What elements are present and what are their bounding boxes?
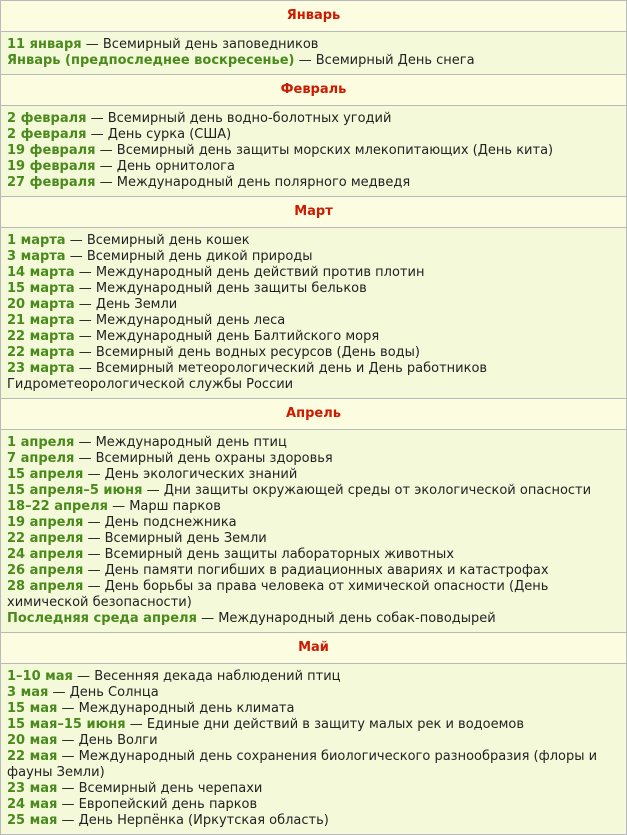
event-text: Всемирный день охраны здоровья	[95, 451, 333, 466]
event-item	[7, 797, 621, 813]
event-separator: —	[48, 685, 70, 700]
month-title: Февраль	[1, 75, 626, 106]
event-separator: —	[65, 249, 87, 264]
event-text: Единые дни действий в защиту малых рек и водоемов	[146, 717, 525, 732]
event-separator: —	[83, 515, 105, 530]
event-text: Дни защиты окружающей среды от экологической опасности	[163, 483, 592, 498]
event-text: Всемирный день защиты морских млекопитающих (День кита)	[116, 143, 554, 158]
event-separator: —	[142, 483, 164, 498]
event-item	[7, 175, 621, 191]
event-separator: —	[57, 813, 79, 828]
event-date: 15 марта	[7, 281, 75, 296]
event-separator: —	[294, 53, 316, 68]
month-events	[1, 106, 626, 196]
event-date: 19 февраля	[7, 159, 96, 174]
event-text: Всемирный день дикой природы	[86, 249, 313, 264]
event-date: 20 марта	[7, 297, 75, 312]
event-date: 25 мая	[7, 813, 58, 828]
month-january	[1, 1, 626, 75]
event-item	[7, 563, 621, 579]
event-text: Международный день собак-поводырей	[218, 611, 496, 626]
event-item	[7, 717, 621, 733]
event-text: Международный день сохранения биологического разнообразия (флоры и фауны Земли)	[7, 749, 598, 780]
event-item	[7, 781, 621, 797]
event-date: 3 мая	[7, 685, 49, 700]
event-text: День сурка (США)	[107, 127, 232, 142]
event-text: Международный день полярного медведя	[116, 175, 411, 190]
event-text: Международный день действий против плотин	[95, 265, 425, 280]
month-february	[1, 75, 626, 197]
month-april	[1, 399, 626, 633]
event-separator: —	[83, 563, 105, 578]
event-date: 22 марта	[7, 329, 75, 344]
event-text: День Земли	[95, 297, 178, 312]
event-item	[7, 127, 621, 143]
event-separator: —	[95, 175, 117, 190]
event-item	[7, 159, 621, 175]
event-date: 23 марта	[7, 361, 75, 376]
event-text: Марш парков	[129, 499, 221, 514]
event-date: 22 мая	[7, 749, 58, 764]
event-date: 19 февраля	[7, 143, 96, 158]
event-date: 28 апреля	[7, 579, 84, 594]
event-text: Всемирный день черепахи	[78, 781, 263, 796]
month-title: Май	[1, 633, 626, 664]
event-separator: —	[74, 329, 96, 344]
event-item	[7, 499, 621, 515]
event-date: 15 апреля	[7, 467, 84, 482]
event-date: 23 мая	[7, 781, 58, 796]
event-item	[7, 579, 621, 611]
event-text: Международный день защиты бельков	[95, 281, 367, 296]
event-date: 1 марта	[7, 233, 66, 248]
event-separator: —	[65, 233, 87, 248]
event-separator: —	[57, 797, 79, 812]
event-text: День памяти погибших в радиационных авариях и катастрофах	[104, 563, 549, 578]
month-events	[1, 32, 626, 74]
event-item	[7, 669, 621, 685]
event-separator: —	[81, 37, 103, 52]
event-text: Всемирный день водных ресурсов (День воды)	[95, 345, 420, 360]
event-date: 2 февраля	[7, 111, 87, 126]
event-date: 15 апреля–5 июня	[7, 483, 143, 498]
event-text: Всемирный день водно-болотных угодий	[107, 111, 392, 126]
event-date: 11 января	[7, 37, 82, 52]
event-item	[7, 467, 621, 483]
event-item	[7, 813, 621, 829]
event-date: 26 апреля	[7, 563, 84, 578]
event-separator: —	[95, 143, 117, 158]
event-text: День экологических знаний	[104, 467, 298, 482]
event-text: Весенняя декада наблюдений птиц	[94, 669, 341, 684]
event-item	[7, 611, 621, 627]
event-item	[7, 733, 621, 749]
event-date: 3 марта	[7, 249, 66, 264]
event-text: Международный день климата	[78, 701, 295, 716]
month-title: Январь	[1, 1, 626, 32]
event-item	[7, 111, 621, 127]
event-separator: —	[95, 159, 117, 174]
event-item	[7, 749, 621, 781]
event-text: День орнитолога	[116, 159, 235, 174]
event-item	[7, 531, 621, 547]
event-separator: —	[83, 547, 105, 562]
event-date: 14 марта	[7, 265, 75, 280]
event-item	[7, 313, 621, 329]
event-date: 27 февраля	[7, 175, 96, 190]
event-item	[7, 483, 621, 499]
event-date: 24 апреля	[7, 547, 84, 562]
event-separator: —	[74, 313, 96, 328]
event-text: День Волги	[78, 733, 158, 748]
event-date: Январь (предпоследнее воскресенье)	[7, 53, 295, 68]
event-separator: —	[196, 611, 219, 626]
event-date: 1–10 мая	[7, 669, 73, 684]
event-date: 19 апреля	[7, 515, 84, 530]
month-title: Март	[1, 197, 626, 228]
event-text: День Нерпёнка (Иркутская область)	[78, 813, 329, 828]
event-item	[7, 435, 621, 451]
event-text: Всемирный метеорологический день и День работников Гидрометеорологической службы России	[7, 361, 488, 392]
event-item	[7, 37, 621, 53]
event-text: Всемирный день Земли	[104, 531, 267, 546]
event-separator: —	[74, 451, 96, 466]
event-date: 21 марта	[7, 313, 75, 328]
month-events	[1, 430, 626, 632]
event-separator: —	[86, 111, 108, 126]
month-events	[1, 664, 626, 834]
event-separator: —	[83, 531, 105, 546]
event-separator: —	[74, 361, 96, 376]
event-text: Всемирный День снега	[315, 53, 475, 68]
event-item	[7, 451, 621, 467]
event-text: День борьбы за права человека от химической опасности (День химической безопасности)	[7, 579, 549, 610]
event-date: 1 апреля	[7, 435, 75, 450]
event-separator: —	[74, 281, 96, 296]
event-item	[7, 143, 621, 159]
month-title: Апрель	[1, 399, 626, 430]
event-item	[7, 547, 621, 563]
event-date: 22 марта	[7, 345, 75, 360]
event-date: 22 апреля	[7, 531, 84, 546]
event-date: 15 мая–15 июня	[7, 717, 126, 732]
event-item	[7, 685, 621, 701]
event-text: Международный день леса	[95, 313, 286, 328]
event-date: 15 мая	[7, 701, 58, 716]
event-separator: —	[83, 579, 105, 594]
event-item	[7, 701, 621, 717]
event-separator: —	[107, 499, 130, 514]
event-item	[7, 233, 621, 249]
event-separator: —	[57, 733, 79, 748]
event-separator: —	[57, 749, 79, 764]
event-item	[7, 361, 621, 393]
event-date: Последняя среда апреля	[7, 611, 197, 626]
event-item	[7, 265, 621, 281]
event-item	[7, 53, 621, 69]
month-events	[1, 228, 626, 398]
event-separator: —	[57, 701, 79, 716]
event-separator: —	[57, 781, 79, 796]
event-date: 20 мая	[7, 733, 58, 748]
event-text: Европейский день парков	[78, 797, 258, 812]
month-march	[1, 197, 626, 399]
event-separator: —	[83, 467, 105, 482]
event-text: Всемирный день кошек	[86, 233, 250, 248]
event-separator: —	[74, 265, 96, 280]
event-separator: —	[74, 345, 96, 360]
event-text: День подснежника	[104, 515, 237, 530]
event-text: Международный день Балтийского моря	[95, 329, 380, 344]
month-may	[1, 633, 626, 834]
event-date: 7 апреля	[7, 451, 75, 466]
event-item	[7, 515, 621, 531]
event-text: Всемирный день заповедников	[102, 37, 319, 52]
event-text: Международный день птиц	[95, 435, 287, 450]
event-text: День Солнца	[69, 685, 159, 700]
event-date: 18–22 апреля	[7, 499, 108, 514]
event-item	[7, 345, 621, 361]
event-separator: —	[86, 127, 108, 142]
event-item	[7, 297, 621, 313]
event-separator: —	[72, 669, 95, 684]
event-date: 24 мая	[7, 797, 58, 812]
event-item	[7, 329, 621, 345]
event-separator: —	[74, 435, 96, 450]
event-separator: —	[74, 297, 96, 312]
event-text: Всемирный день защиты лабораторных животных	[104, 547, 455, 562]
event-date: 2 февраля	[7, 127, 87, 142]
event-item	[7, 281, 621, 297]
event-separator: —	[125, 717, 147, 732]
event-item	[7, 249, 621, 265]
